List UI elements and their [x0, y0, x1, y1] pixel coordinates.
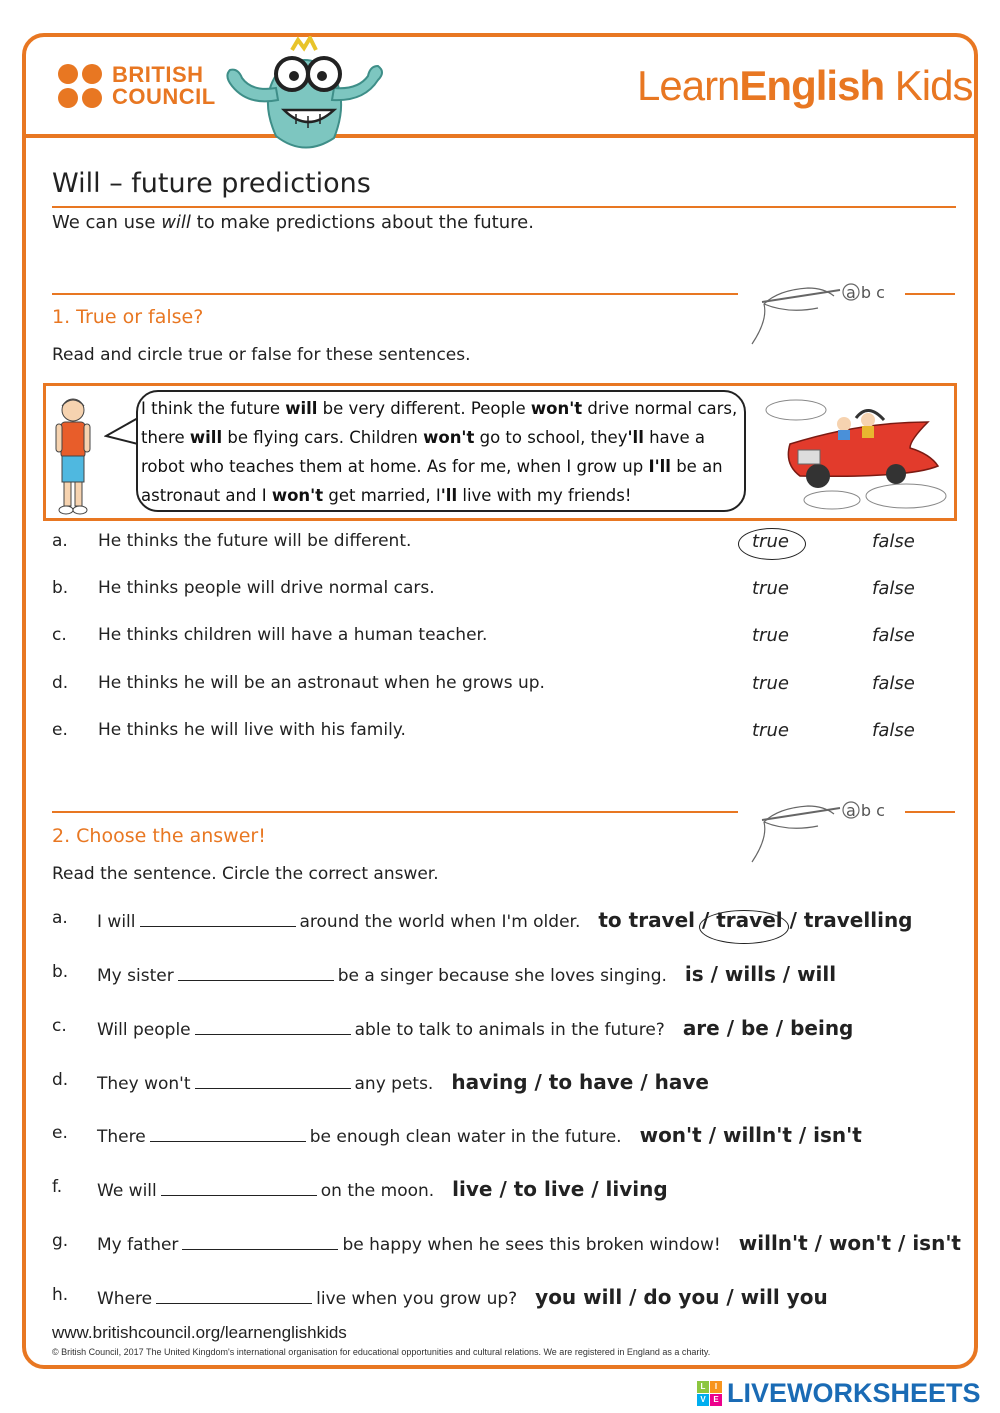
story-keyword: 'll: [440, 486, 458, 505]
lek-learn: Learn: [637, 62, 740, 109]
question-letter: a.: [52, 908, 68, 928]
answer-blank[interactable]: [140, 913, 296, 927]
question-letter: d.: [52, 1070, 69, 1090]
monster-mascot-icon: [218, 36, 390, 160]
section2-instruction: Read the sentence. Circle the correct answer.: [52, 864, 439, 884]
page-title: Will – future predictions: [52, 168, 371, 199]
story-segment: be very different. People: [317, 399, 531, 418]
section2-rule-left: [52, 811, 738, 813]
false-option[interactable]: false: [872, 720, 915, 741]
story-segment: get married, I: [323, 486, 441, 505]
answer-options[interactable]: having / to have / have: [451, 1070, 709, 1094]
question-letter: f.: [52, 1177, 63, 1197]
question-sentence: [97, 1231, 961, 1255]
question-letter: a.: [52, 531, 68, 551]
answer-blank[interactable]: [182, 1236, 338, 1250]
liveworksheets-icon: [697, 1381, 723, 1407]
answer-blank[interactable]: [150, 1128, 306, 1142]
section2-heading: 2. Choose the answer!: [52, 825, 266, 847]
answer-blank[interactable]: [195, 1021, 351, 1035]
choose-answer-row: [52, 902, 972, 936]
true-false-row: [52, 531, 952, 561]
true-option[interactable]: true: [752, 625, 789, 646]
sentence-before: We will: [97, 1181, 157, 1201]
question-sentence: [97, 1016, 853, 1040]
section2-rule-right: [905, 811, 955, 813]
hand-abc-label: a b c: [846, 801, 885, 820]
answer-options[interactable]: you will / do you / will you: [535, 1285, 828, 1309]
false-option[interactable]: false: [872, 625, 915, 646]
true-option[interactable]: true: [752, 531, 789, 552]
story-keyword: won't: [271, 486, 324, 505]
question-letter: b.: [52, 962, 69, 982]
story-segment: be flying cars. Children: [222, 428, 424, 447]
lw-icon-i: I: [710, 1381, 722, 1393]
british-council-dots-icon: [58, 64, 106, 110]
header-divider: [22, 134, 978, 138]
answer-options[interactable]: willn't / won't / isn't: [738, 1231, 961, 1255]
lek-kids: Kids: [884, 62, 973, 109]
learnenglish-kids-logo: [637, 62, 972, 110]
hand-abc-label: a b c: [846, 283, 885, 302]
bc-line2: COUNCIL: [112, 84, 216, 109]
answer-options[interactable]: to travel / travel / travelling: [598, 908, 913, 932]
footer-url[interactable]: www.britishcouncil.org/learnenglishkids: [52, 1323, 347, 1342]
question-letter: c.: [52, 1016, 67, 1036]
answer-blank[interactable]: [161, 1182, 317, 1196]
section1-rule-left: [52, 293, 738, 295]
lw-icon-e: E: [710, 1394, 722, 1406]
boy-illustration-icon: [50, 392, 96, 516]
question-sentence: [97, 1070, 709, 1094]
question-letter: b.: [52, 578, 69, 598]
intro-keyword: will: [161, 212, 191, 233]
sentence-before: Where: [97, 1289, 153, 1309]
section1-instruction: Read and circle true or false for these sentences.: [52, 345, 471, 365]
question-letter: e.: [52, 1123, 68, 1143]
writing-hand-icon: [748, 792, 908, 864]
story-segment: have a robot who teaches them at home. As for me, when I grow up: [141, 428, 705, 476]
story-segment: go to school, they: [474, 428, 628, 447]
sentence-after: any pets.: [354, 1074, 434, 1094]
question-text: He thinks children will have a human teacher.: [98, 625, 488, 645]
choose-answer-row: [52, 956, 972, 990]
sentence-before: There: [97, 1127, 146, 1147]
story-segment: be an astronaut and I: [141, 457, 723, 505]
sentence-before: My sister: [97, 966, 174, 986]
true-false-row: [52, 578, 952, 608]
intro-text: [52, 212, 534, 233]
intro-after: to make predictions about the future.: [190, 212, 534, 233]
question-letter: h.: [52, 1285, 69, 1305]
liveworksheets-wordmark: LIVEWORKSHEETS: [727, 1378, 981, 1408]
true-false-row: [52, 720, 952, 750]
section1-heading: 1. True or false?: [52, 306, 204, 328]
false-option[interactable]: false: [872, 531, 915, 552]
story-keyword: 'll: [627, 428, 644, 447]
question-letter: d.: [52, 673, 69, 693]
story-segment: I think the future: [141, 399, 286, 418]
sentence-before: I will: [97, 912, 136, 932]
writing-hand-icon: [748, 274, 908, 346]
story-segment: drive normal cars, there: [141, 399, 738, 447]
sentence-after: live when you grow up?: [316, 1289, 518, 1309]
story-segment: live with my friends!: [457, 486, 632, 505]
question-sentence: [97, 962, 836, 986]
sentence-before: My father: [97, 1235, 179, 1255]
story-keyword: will: [189, 428, 223, 447]
flying-car-illustration-icon: [760, 394, 950, 512]
question-letter: e.: [52, 720, 68, 740]
question-text: He thinks people will drive normal cars.: [98, 578, 435, 598]
true-false-row: [52, 673, 952, 703]
true-false-row: [52, 625, 952, 655]
choose-answer-row: [52, 1279, 972, 1313]
choose-answer-row: [52, 1225, 972, 1259]
story-keyword: will: [285, 399, 318, 418]
false-option[interactable]: false: [872, 673, 915, 694]
question-sentence: [97, 908, 913, 932]
intro-before: We can use: [52, 212, 162, 233]
bc-line1: BRITISH: [112, 62, 204, 87]
answer-blank[interactable]: [195, 1075, 351, 1089]
question-text: He thinks he will live with his family.: [98, 720, 406, 740]
story-text: [141, 394, 741, 510]
question-text: He thinks he will be an astronaut when he grows up.: [98, 673, 545, 693]
sentence-after: able to talk to animals in the future?: [354, 1020, 665, 1040]
sentence-after: be enough clean water in the future.: [309, 1127, 622, 1147]
story-keyword: won't: [423, 428, 475, 447]
section1-rule-right: [905, 293, 955, 295]
answer-options[interactable]: are / be / being: [682, 1016, 854, 1040]
question-sentence: [97, 1177, 668, 1201]
answer-options[interactable]: is / wills / will: [684, 962, 837, 986]
false-option[interactable]: false: [872, 578, 915, 599]
title-rule: [52, 206, 956, 208]
choose-answer-row: [52, 1117, 972, 1151]
sentence-before: Will people: [97, 1020, 191, 1040]
question-letter: c.: [52, 625, 67, 645]
choose-answer-row: [52, 1171, 972, 1205]
speech-bubble-tail: [104, 414, 138, 450]
sentence-before: They won't: [97, 1074, 191, 1094]
answer-options[interactable]: won't / willn't / isn't: [639, 1123, 862, 1147]
answer-blank[interactable]: [178, 967, 334, 981]
footer-copyright: © British Council, 2017 The United Kingdom's international organisation for educational opportunities and cultural relations. We are registered in England as a charity.: [52, 1347, 711, 1357]
true-option[interactable]: true: [752, 578, 789, 599]
story-keyword: won't: [530, 399, 583, 418]
true-option[interactable]: true: [752, 720, 789, 741]
choose-answer-row: [52, 1064, 972, 1098]
answer-blank[interactable]: [156, 1290, 312, 1304]
choose-answer-row: [52, 1010, 972, 1044]
sentence-after: be a singer because she loves singing.: [337, 966, 667, 986]
sentence-after: around the world when I'm older.: [299, 912, 581, 932]
question-letter: g.: [52, 1231, 69, 1251]
lek-english: English: [739, 62, 885, 109]
sentence-after: on the moon.: [320, 1181, 435, 1201]
story-keyword: I'll: [648, 457, 671, 476]
question-sentence: [97, 1123, 862, 1147]
sentence-after: be happy when he sees this broken window!: [342, 1235, 721, 1255]
lw-icon-l: L: [697, 1381, 709, 1393]
question-text: He thinks the future will be different.: [98, 531, 412, 551]
question-sentence: [97, 1285, 828, 1309]
true-option[interactable]: true: [752, 673, 789, 694]
lw-icon-v: V: [697, 1394, 709, 1406]
answer-options[interactable]: live / to live / living: [452, 1177, 668, 1201]
